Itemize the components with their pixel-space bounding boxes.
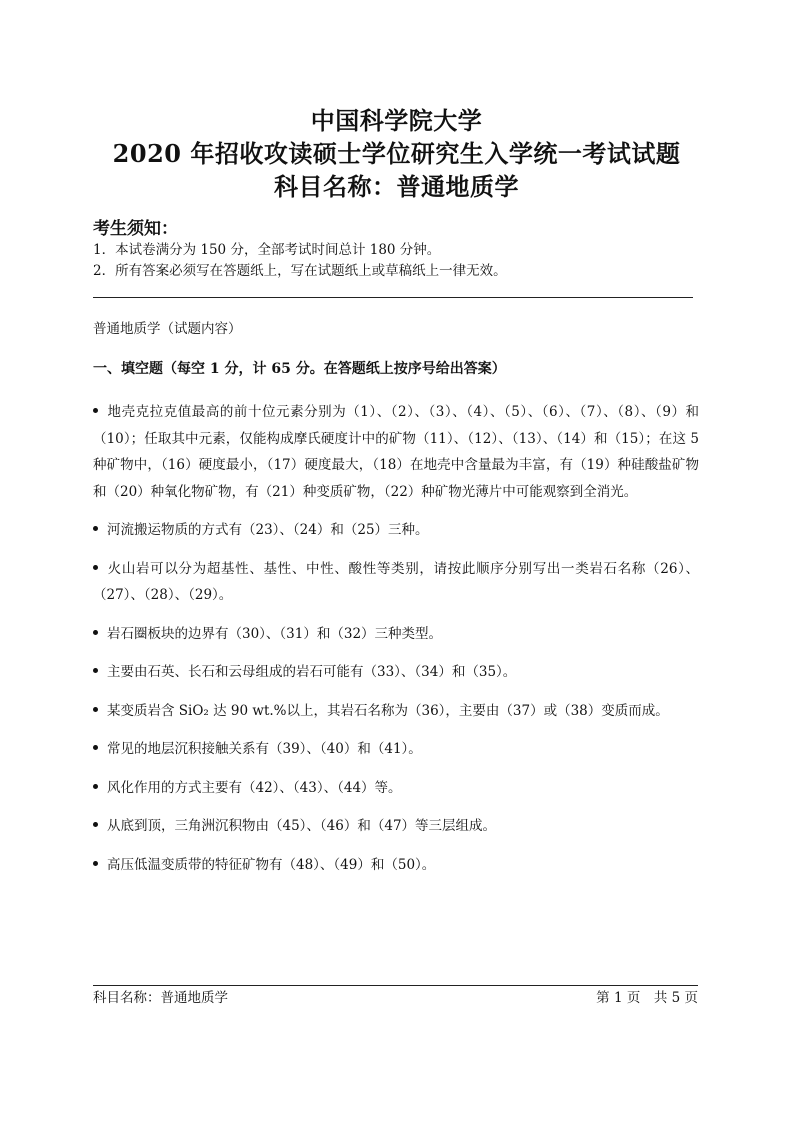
footer-divider [93, 985, 698, 986]
section-heading: 一、填空题（每空 1 分，计 65 分。在答题纸上按序号给出答案） [93, 361, 506, 377]
question-text: 地壳克拉克值最高的前十位元素分别为（1）、（2）、（3）、（4）、（5）、（6）、（7）、（8）、（9）和（10）；任取其中元素，仅能构成摩氏硬度计中的矿物（11）、（12）、（13）、（14）和（15）；在这 5 种矿物中，（16）硬度最小，（17）硬度最大，（18）在地壳中含量最为丰富，有（19）种硅酸盐矿物和（20）种氧化物矿物，有（21）种变质矿物，（22）种矿物光薄片中可能观察到全消光。 [93, 404, 699, 500]
bullet-icon [93, 698, 107, 725]
notice-item: 2．所有答案必须写在答题纸上，写在试题纸上或草稿纸上一律无效。 [93, 263, 507, 279]
question-list [93, 399, 699, 890]
question-text: 主要由石英、长石和云母组成的岩石可能有（33）、（34）和（35）。 [107, 664, 517, 680]
content-subject-label: 普通地质学（试题内容） [93, 321, 242, 337]
question-item [93, 852, 699, 879]
header-divider [93, 297, 693, 298]
question-text: 从底到顶，三角洲沉积物由（45）、（46）和（47）等三层组成。 [107, 818, 497, 834]
bullet-icon [93, 852, 107, 879]
question-text: 岩石圈板块的边界有（30）、（31）和（32）三种类型。 [107, 625, 443, 642]
question-text: 风化作用的方式主要有（42）、（43）、（44）等。 [107, 779, 402, 796]
bullet-icon [93, 621, 107, 648]
question-item [93, 399, 699, 505]
question-item [93, 556, 699, 609]
question-item [93, 621, 699, 648]
title-block [0, 104, 793, 203]
bullet-icon [93, 556, 107, 583]
page-footer [93, 988, 698, 1008]
question-item [93, 736, 699, 763]
notice-heading: 考生须知： [93, 219, 178, 239]
question-text: 火山岩可以分为超基性、基性、中性、酸性等类别，请按此顺序分别写出一类岩石名称（26）、（27）、（28）、（29）。 [93, 560, 699, 603]
bullet-icon [93, 775, 107, 802]
bullet-icon [93, 517, 107, 544]
candidate-notice [93, 218, 698, 282]
question-text: 某变质岩含 SiO₂ 达 90 wt.%以上，其岩石名称为（36），主要由（37）或（38）变质而成。 [107, 702, 669, 719]
exam-title: 2020 年招收攻读硕士学位研究生入学统一考试试题 [112, 139, 681, 168]
footer-page-info: 第 1 页 共 5 页 [596, 990, 698, 1006]
question-item [93, 813, 699, 840]
bullet-icon [93, 736, 107, 763]
question-item [93, 517, 699, 544]
notice-item: 1．本试卷满分为 150 分，全部考试时间总计 180 分钟。 [93, 242, 441, 258]
question-text: 河流搬运物质的方式有（23）、（24）和（25）三种。 [107, 522, 429, 538]
university-name: 中国科学院大学 [310, 106, 483, 135]
question-item [93, 698, 699, 725]
subject-title: 科目名称：普通地质学 [274, 172, 519, 201]
question-item [93, 775, 699, 802]
question-text: 常见的地层沉积接触关系有（39）、（40）和（41）。 [107, 741, 422, 757]
footer-subject: 科目名称：普通地质学 [93, 990, 228, 1006]
bullet-icon [93, 813, 107, 840]
question-item [93, 659, 699, 686]
question-text: 高压低温变质带的特征矿物有（48）、（49）和（50）。 [107, 856, 436, 873]
bullet-icon [93, 399, 107, 426]
bullet-icon [93, 659, 107, 686]
